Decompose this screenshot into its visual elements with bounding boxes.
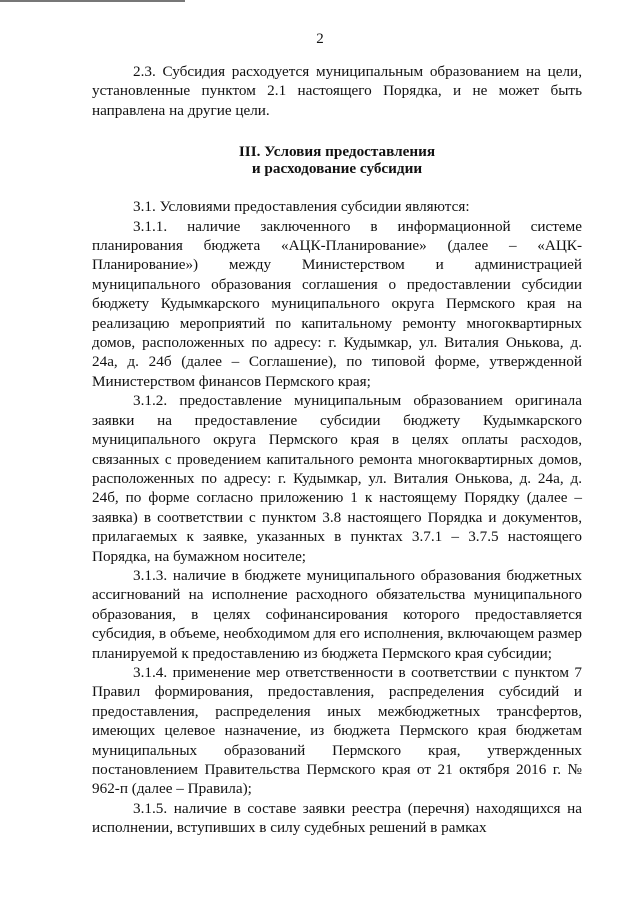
section-heading-line1: III. Условия предоставления (238, 143, 436, 161)
section-heading (92, 143, 582, 177)
section-heading-line2: и расходование субсидии (251, 160, 423, 178)
page-number: 2 (316, 31, 324, 47)
paragraph-3-1-5: 3.1.5. наличие в составе заявки реестра (перечня) находящихся на исполнении, вступивших в силу судебных решений в рамках (92, 799, 582, 837)
paragraph-3-1-2: 3.1.2. предоставление муниципальным образованием оригинала заявки на предоставление субсидии бюджету Кудымкарского муниципального округа Пермского края в целях оплаты расходов, связанных с проведением капитального ремонта многоквартирных домов, расположенных по адресу: г. Кудымкар, ул. Виталия Онькова, д. 24а, д. 24б, по форме согласно приложению 1 к настоящему Порядку (далее – заявка) в соответствии с пунктом 3.8 настоящего Порядка и документов, прилагаемых к заявке, указанных в пунктах 3.7.1 – 3.7.5 настоящего Порядка, на бумажном носителе; (92, 392, 582, 565)
paragraph-3-1-3: 3.1.3. наличие в бюджете муниципального образования бюджетных ассигнований на исполнение расходного обязательства муниципального образования, в целях софинансирования которого предоставляется субсидия, в объеме, необходимом для его исполнения, включающем размер планируемой к предоставлению из бюджета Пермского края субсидии; (92, 566, 582, 662)
paragraph-2-3: 2.3. Субсидия расходуется муниципальным образованием на цели, установленные пунктом 2.1 настоящего Порядка, и не может быть направлена на другие цели. (92, 63, 582, 119)
paragraph-3-1-1: 3.1.1. наличие заключенного в информационной системе планирования бюджета «АЦК-Планирование» (далее – «АЦК-Планирование») между Министерством и администрацией муниципального образования соглашения о предоставлении субсидии бюджету Кудымкарского муниципального округа Пермского края на реализацию мероприятий по капитальному ремонту многоквартирных домов, расположенных по адресу: г. Кудымкар, ул. Виталия Онькова, д. 24а, д. 24б (далее – Соглашение), по типовой форме, утвержденной Министерством финансов Пермского края; (92, 217, 582, 390)
document-body (92, 62, 582, 838)
paragraph-3-1: 3.1. Условиями предоставления субсидии являются: (133, 198, 470, 216)
paragraph-3-1-4: 3.1.4. применение мер ответственности в соответствии с пунктом 7 Правил формирования, предоставления, распределения субсидий и предоставления, распределения иных межбюджетных трансфертов, имеющих целевое назначение, из бюджета Пермского края бюджетам муниципальных образований Пермского края, утвержденных постановлением Правительства Пермского края от 21 октября 2016 г. № 962-п (далее – Правила); (92, 663, 582, 798)
scan-edge-line (0, 0, 185, 2)
